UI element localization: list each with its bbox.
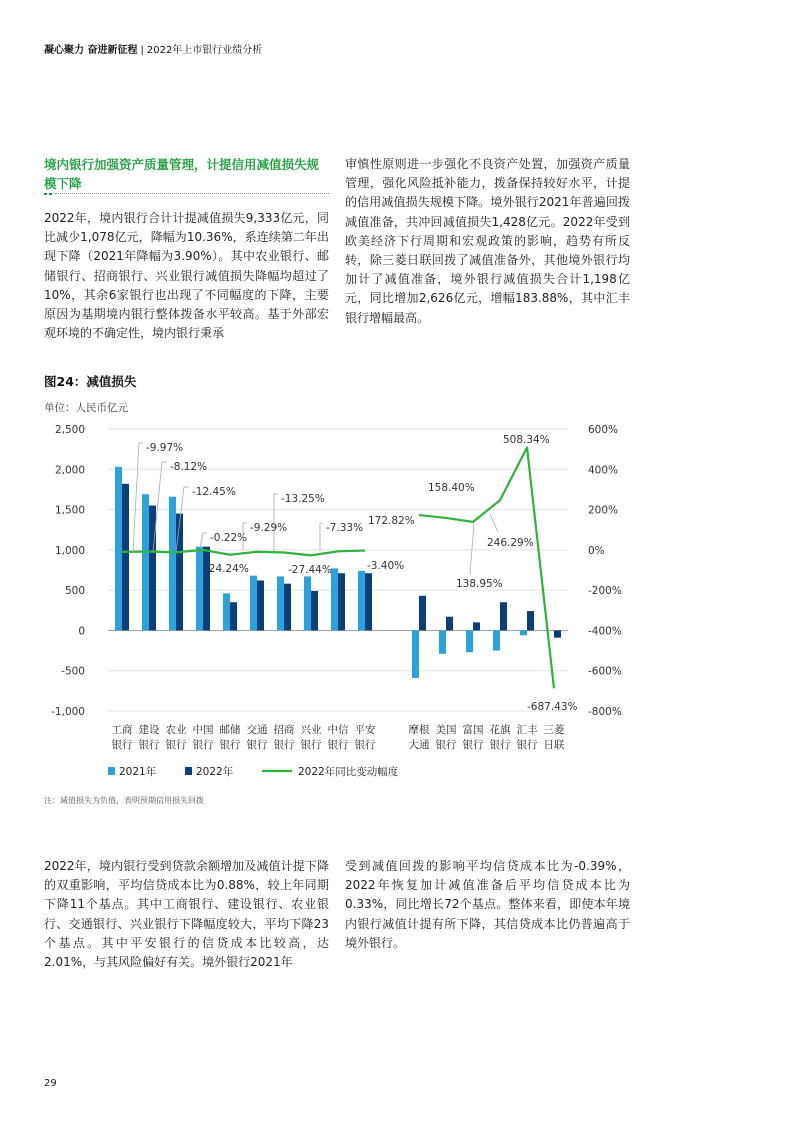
bar-2022 [149, 506, 156, 631]
category-label: 银行 [219, 739, 241, 751]
bar-2022 [257, 580, 264, 630]
category-label: 大通 [408, 739, 430, 751]
paragraph-4: 受到减值回拨的影响平均信贷成本比为-0.39%，2022年恢复加计减值准备后平均信贷成本比为0.33%，同比增长72个基点。整体来看，即使本年境内银行减值计提有所下降，其信贷成本比仍普遍高于境外银行。 [345, 859, 630, 950]
yoy-data-label: 138.95% [456, 578, 503, 590]
figure-title: 图24：减值损失 [44, 374, 137, 389]
bar-2021 [277, 576, 284, 630]
category-label: 兴业 [300, 724, 322, 736]
yoy-data-label: 158.40% [428, 482, 475, 494]
bar-2021 [520, 630, 527, 635]
category-label: 美国 [435, 724, 457, 736]
bar-2022 [419, 596, 426, 631]
yoy-data-label: -0.22% [210, 532, 248, 544]
category-label: 银行 [462, 739, 484, 751]
y-tick-label: 1,000 [54, 544, 85, 557]
category-label: 中国 [192, 724, 214, 736]
y2-tick-label: 200% [588, 504, 619, 517]
legend-label: 2021年 [119, 766, 157, 778]
bar-2021 [250, 576, 257, 631]
bar-2021 [493, 630, 500, 650]
category-label: 银行 [273, 739, 295, 751]
yoy-data-label: -12.45% [192, 486, 236, 498]
category-label: 银行 [192, 739, 214, 751]
category-label: 银行 [165, 739, 187, 751]
bar-2022 [473, 622, 480, 630]
bar-2022 [176, 514, 183, 631]
category-label: 邮储 [219, 724, 241, 736]
data-label-leader [470, 522, 474, 575]
yoy-data-label: -9.29% [250, 522, 288, 534]
yoy-data-label: 508.34% [503, 434, 550, 446]
paragraph-2: 审慎性原则进一步强化不良资产处置，加强资产质量管理，强化风险抵补能力，拨备保持较好水平，计提的信用减值损失规模下降。境外银行2021年普遍回拨减值准备，共冲回减值损失1,428亿元。2022年受到欧美经济下行周期和宏观政策的影响，趋势有所反转，除三菱日联回拨了减值准备外，其他境外银行均加计了减值准备，境外银行减值损失合计1,198亿元，同比增加2,626亿元，增幅183.88%，其中汇丰银行增幅最高。 [345, 157, 630, 325]
y-tick-label: 500 [64, 585, 85, 598]
category-label: 日联 [543, 739, 565, 751]
bar-2021 [412, 630, 419, 678]
category-label: 工商 [111, 724, 133, 736]
bar-2021 [223, 593, 230, 630]
data-label-leader [490, 514, 498, 532]
bar-2021 [115, 467, 122, 631]
y2-tick-label: -800% [588, 706, 622, 718]
bar-2021 [466, 630, 473, 652]
category-label: 银行 [489, 739, 511, 751]
data-label-leader [320, 523, 323, 551]
y-tick-label: 1,500 [54, 504, 85, 517]
category-label: 招商 [273, 724, 295, 736]
bar-2022 [203, 547, 210, 631]
category-label: 银行 [435, 739, 457, 751]
y-tick-label: -1,000 [51, 706, 85, 718]
page-number: 29 [44, 1078, 57, 1089]
bar-2022 [230, 602, 237, 630]
header-subtitle: 2022年上市银行业绩分析 [146, 45, 263, 56]
category-label: 银行 [111, 739, 133, 751]
bar-2022 [446, 617, 453, 631]
legend-label: 2022年同比变动幅度 [298, 766, 399, 778]
category-label: 银行 [138, 739, 160, 751]
section-title: 境内银行加强资产质量管理，计提信用减值损失规模下降 [44, 157, 320, 191]
yoy-data-label: -24.24% [205, 563, 249, 575]
legend-swatch-2021 [108, 767, 115, 775]
category-label: 摩根 [408, 724, 430, 736]
category-label: 花旗 [489, 724, 511, 736]
paragraph-3: 2022年，境内银行受到贷款余额增加及减值计提下降的双重影响，平均信贷成本比为0.88%，较上年同期下降11个基点。其中工商银行、建设银行、农业银行、交通银行、兴业银行下降幅度较大，平均下降23个基点。其中平安银行的信贷成本比较高，达2.01%，与其风险偏好有关。境外银行2021年 [44, 859, 329, 970]
header-title: 凝心聚力 奋进新征程 [44, 45, 138, 56]
category-label: 农业 [165, 724, 187, 736]
y2-tick-label: 0% [588, 544, 605, 557]
y-tick-label: -500 [61, 665, 85, 678]
category-label: 建设 [138, 724, 160, 736]
category-label: 平安 [354, 724, 376, 736]
running-header [44, 41, 262, 56]
bar-2021 [304, 576, 311, 630]
y2-tick-label: 600% [588, 424, 619, 436]
yoy-data-label: -27.44% [288, 564, 332, 576]
bar-2022 [122, 484, 129, 631]
yoy-data-label: 246.29% [487, 537, 534, 549]
bar-2022 [365, 573, 372, 630]
yoy-data-label: -3.40% [367, 560, 405, 572]
y-tick-label: 0 [78, 625, 85, 638]
bar-2022 [311, 591, 318, 630]
section-title-rule [44, 193, 329, 195]
bar-2021 [142, 494, 149, 630]
yoy-data-label: -8.12% [170, 461, 208, 473]
yoy-data-label: 172.82% [368, 515, 415, 527]
category-label: 交通 [246, 724, 268, 736]
data-label-leader [133, 443, 143, 552]
yoy-line-domestic [122, 550, 365, 555]
yoy-data-label: -13.25% [281, 493, 325, 505]
y2-tick-label: -400% [588, 625, 622, 638]
bar-2022 [284, 584, 291, 631]
bar-2022 [338, 573, 345, 630]
bar-2022 [554, 630, 561, 637]
y2-tick-label: -200% [588, 585, 622, 598]
yoy-data-label: -9.97% [146, 442, 184, 454]
y-tick-label: 2,000 [54, 464, 85, 477]
yoy-data-label: -687.43% [527, 701, 578, 713]
category-label: 银行 [300, 739, 322, 751]
y2-tick-label: 400% [588, 464, 619, 477]
paragraph-1: 2022年，境内银行合计计提减值损失9,333亿元，同比减少1,078亿元，降幅为10.36%，系连续第二年出现下降（2021年降幅为3.90%）。其中农业银行、邮储银行、招商银行、兴业银行减值损失降幅均超过了10%，其余6家银行也出现了不同幅度的下降，主要原因为基期境内银行整体拨备水平较高。基于外部宏观环境的不确定性，境内银行秉承 [44, 211, 329, 341]
data-label-leader [200, 533, 207, 548]
category-label: 银行 [354, 739, 376, 751]
figure-note: 注：减值损失为负值，表明预期信用损失回拨 [44, 796, 204, 805]
bar-2021 [331, 568, 338, 630]
category-label: 汇丰 [516, 724, 538, 736]
category-label: 三菱 [543, 724, 565, 736]
bar-2021 [196, 547, 203, 631]
figure-unit: 单位：人民币亿元 [44, 402, 128, 414]
category-label: 富国 [462, 724, 484, 736]
category-label: 银行 [516, 739, 538, 751]
category-label: 银行 [327, 739, 349, 751]
bar-2021 [169, 497, 176, 631]
legend-label: 2022年 [196, 766, 234, 778]
bar-2021 [439, 630, 446, 653]
y2-tick-label: -600% [588, 665, 622, 678]
legend-swatch-2022 [185, 767, 192, 775]
impairment-loss-chart [0, 415, 793, 790]
header-separator: | [140, 45, 144, 56]
bar-2021 [358, 571, 365, 631]
y-tick-label: 2,500 [54, 424, 85, 436]
bar-2022 [527, 611, 534, 630]
bar-2022 [500, 602, 507, 630]
category-label: 中信 [327, 724, 349, 736]
category-label: 银行 [246, 739, 268, 751]
yoy-data-label: -7.33% [326, 522, 364, 534]
